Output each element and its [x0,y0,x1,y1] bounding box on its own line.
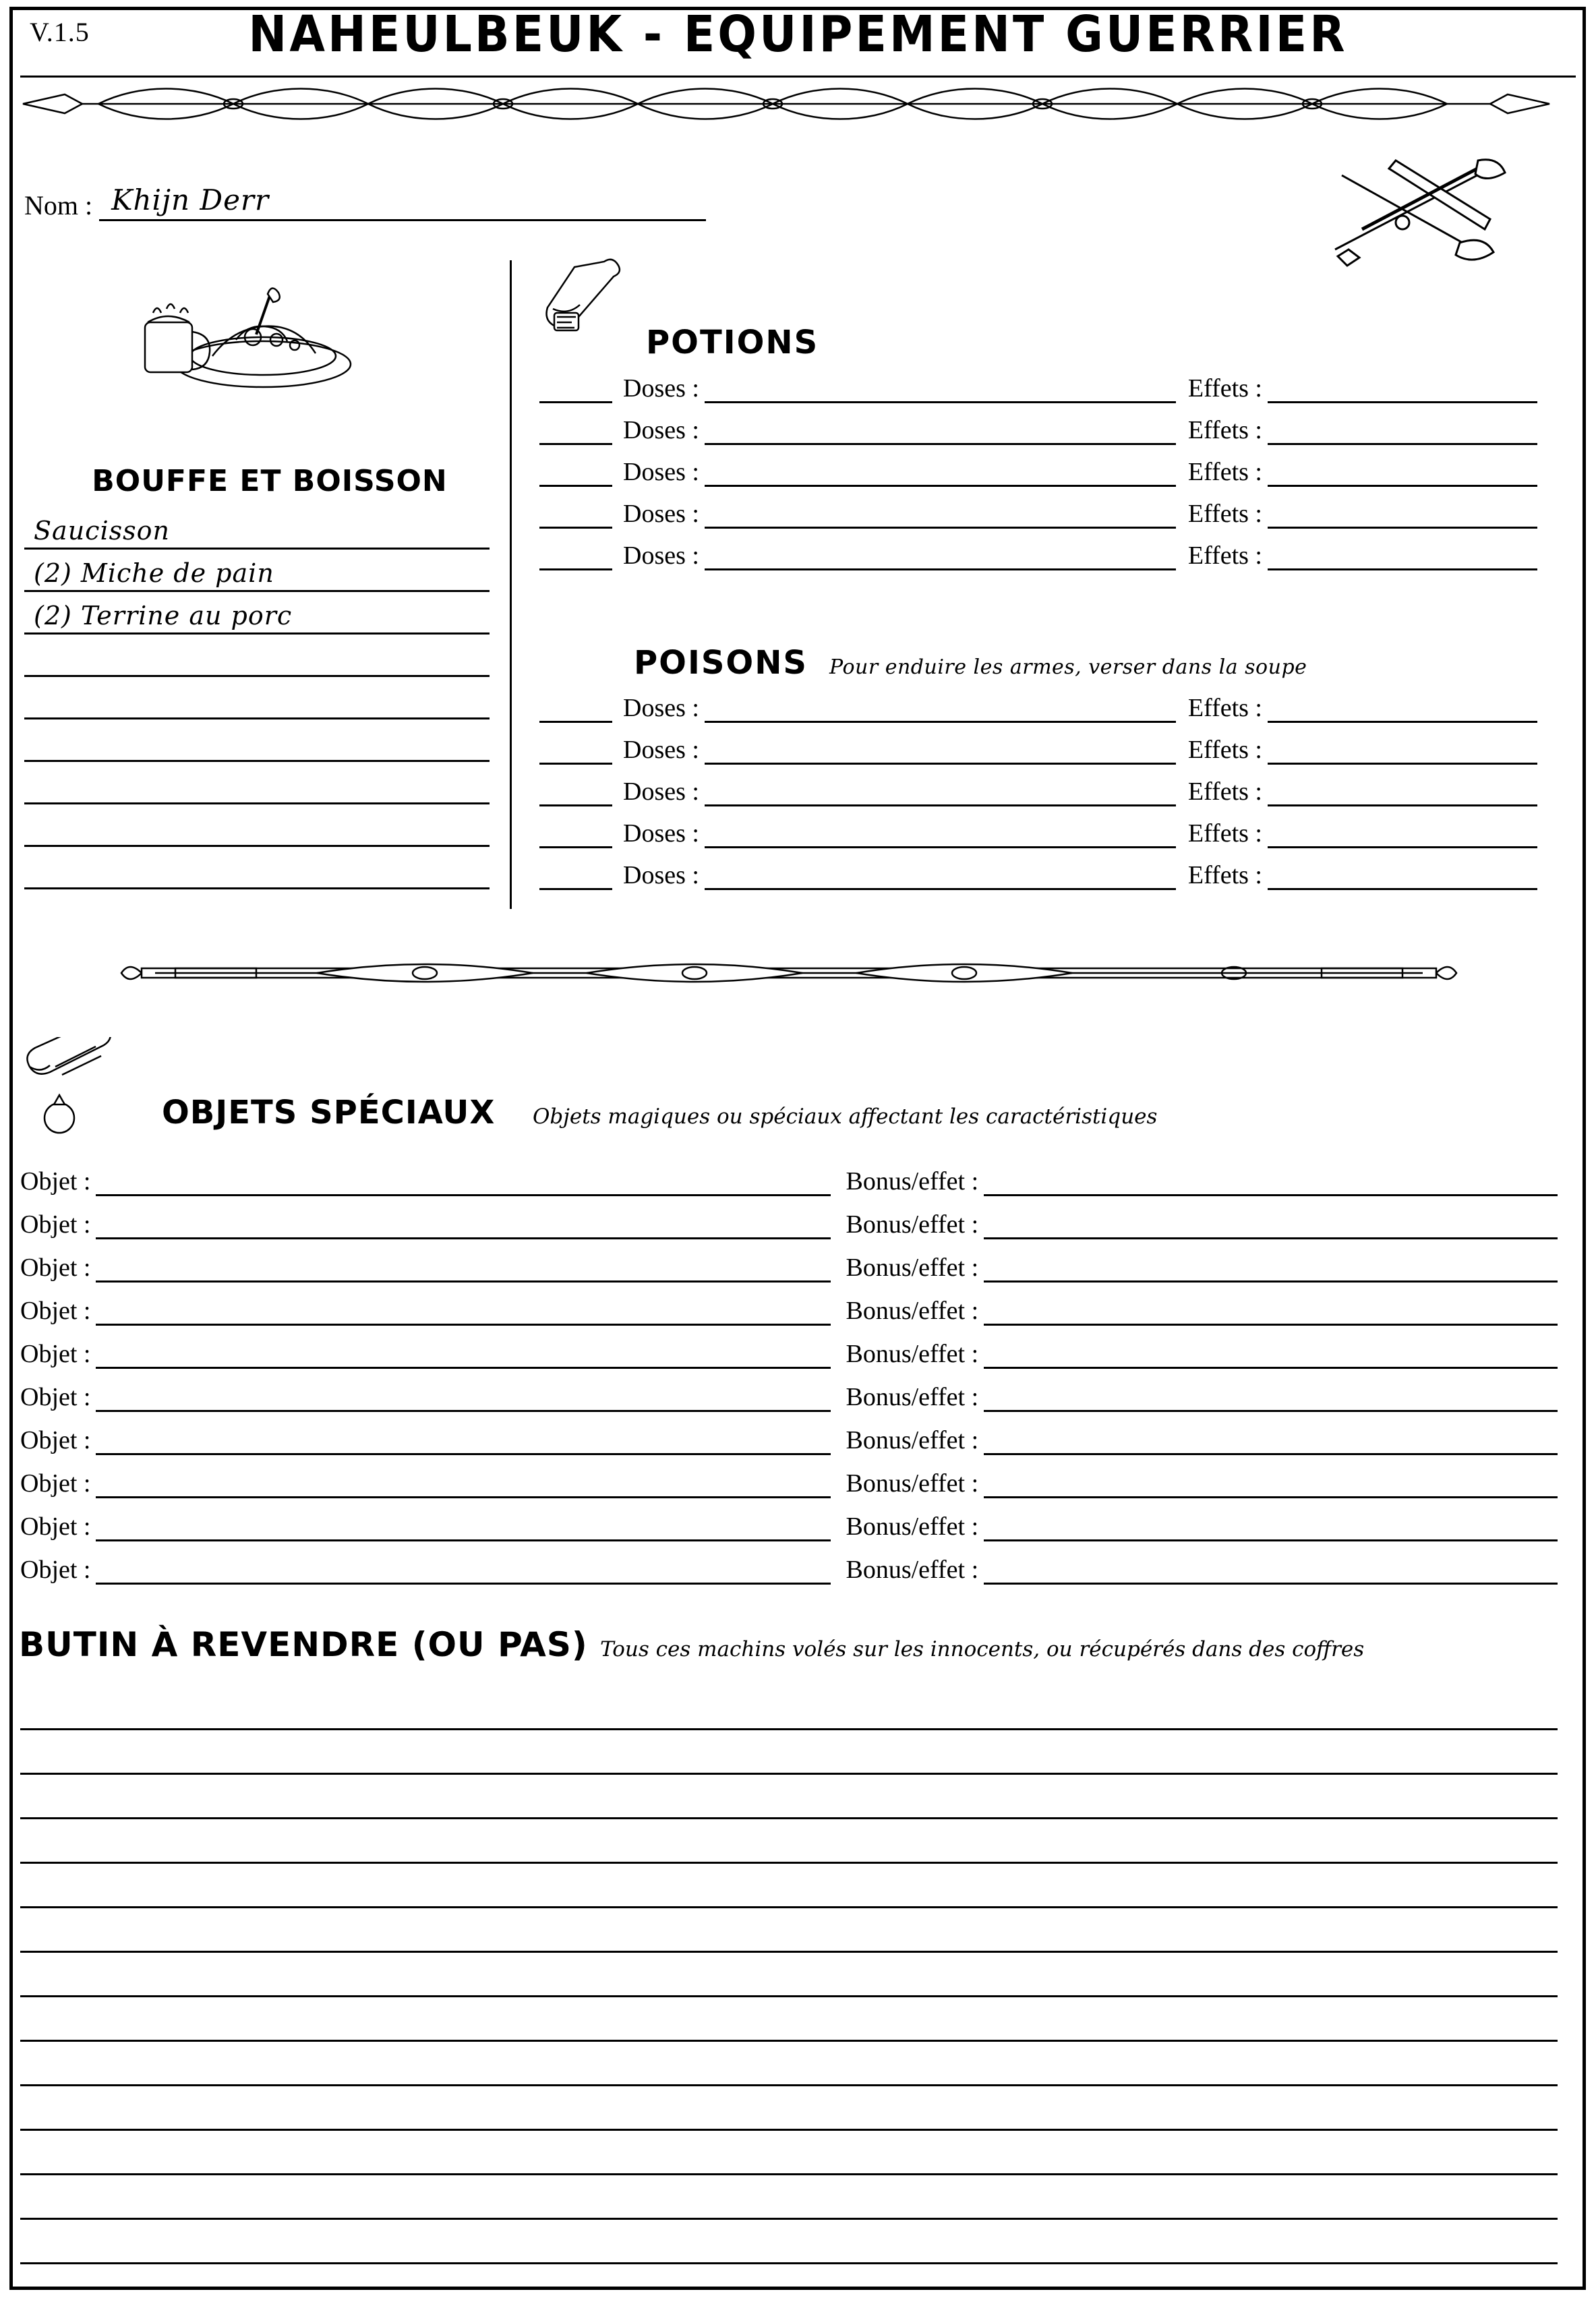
list-item[interactable] [24,847,490,889]
list-item[interactable] [20,2086,1558,2131]
poison-count-field[interactable] [539,691,612,723]
object-input[interactable] [96,1552,831,1585]
bonus-input[interactable] [984,1206,1558,1239]
dose-label: Doses : [623,861,699,889]
list-item[interactable] [20,2220,1558,2264]
poison-count-field[interactable] [539,858,612,890]
dose-input[interactable] [705,372,1176,403]
dose-label: Doses : [623,694,699,722]
title-underline [20,76,1576,78]
table-row [539,445,1537,487]
special-objects-section-title: OBJETS SPÉCIAUX [162,1094,496,1131]
bonus-label: Bonus/effet : [846,1340,979,1368]
effect-label: Effets : [1187,458,1262,486]
special-objects-rows [20,1153,1558,1585]
table-row [20,1412,1558,1455]
bonus-input[interactable] [984,1163,1558,1196]
object-input[interactable] [96,1336,831,1369]
list-item[interactable] [24,719,490,762]
object-input[interactable] [96,1379,831,1412]
bonus-label: Bonus/effet : [846,1167,979,1196]
loot-lines [20,1686,1558,2298]
list-item[interactable] [24,635,490,677]
list-item[interactable] [20,1686,1558,1730]
effect-label: Effets : [1187,736,1262,764]
potion-count-field[interactable] [539,372,612,403]
effect-label: Effets : [1187,694,1262,722]
bonus-input[interactable] [984,1465,1558,1498]
poison-count-field[interactable] [539,775,612,806]
object-label: Objet : [20,1383,91,1411]
poison-count-field[interactable] [539,817,612,848]
potions-section-title: POTIONS [646,324,819,361]
list-item[interactable]: (2) Terrine au porc [24,592,490,635]
dose-input[interactable] [705,497,1176,529]
table-row [539,723,1537,765]
dose-input[interactable] [705,691,1176,723]
list-item[interactable] [20,1997,1558,2042]
crossed-sword-axe-crossbow-icon [1322,148,1524,276]
bonus-input[interactable] [984,1552,1558,1585]
bonus-label: Bonus/effet : [846,1469,979,1498]
effect-label: Effets : [1187,541,1262,570]
effect-input[interactable] [1268,497,1537,529]
potion-flask-icon [539,255,647,343]
object-label: Objet : [20,1340,91,1368]
list-item[interactable] [20,1775,1558,1819]
dose-label: Doses : [623,374,699,403]
dose-input[interactable] [705,455,1176,487]
list-item[interactable] [20,2131,1558,2175]
bonus-label: Bonus/effet : [846,1426,979,1454]
bonus-input[interactable] [984,1379,1558,1412]
list-item[interactable] [20,1864,1558,1908]
dose-label: Doses : [623,500,699,528]
effect-label: Effets : [1187,500,1262,528]
list-item[interactable] [24,762,490,804]
table-row [20,1196,1558,1239]
poisons-section-title: POISONS [634,644,808,682]
bonus-input[interactable] [984,1422,1558,1455]
table-row [20,1239,1558,1283]
list-item[interactable] [20,1730,1558,1775]
object-input[interactable] [96,1163,831,1196]
potion-count-field[interactable] [539,497,612,529]
table-row [20,1326,1558,1369]
object-label: Objet : [20,1469,91,1498]
potion-count-field[interactable] [539,413,612,445]
table-row [20,1455,1558,1498]
effect-label: Effets : [1187,861,1262,889]
name-label: Nom : [24,190,93,220]
bonus-label: Bonus/effet : [846,1512,979,1541]
poisons-section-subtitle: Pour enduire les armes, verser dans la soupe [829,655,1307,679]
list-item[interactable] [24,804,490,847]
dose-label: Doses : [623,541,699,570]
object-label: Objet : [20,1210,91,1239]
dose-label: Doses : [623,416,699,444]
list-item[interactable]: (2) Miche de pain [24,550,490,592]
loot-section-title: BUTIN À REVENDRE (OU PAS) [19,1625,588,1664]
bonus-label: Bonus/effet : [846,1297,979,1325]
list-item[interactable] [20,1953,1558,1997]
list-item[interactable] [20,2264,1558,2298]
table-row [20,1541,1558,1585]
name-input[interactable]: Khijn Derr [99,183,706,221]
object-label: Objet : [20,1254,91,1282]
version-label: V.1.5 [30,17,90,47]
table-row [539,806,1537,848]
effect-input[interactable] [1268,413,1537,445]
crossed-spears-ribbon-divider-icon [18,80,1555,128]
table-row [20,1369,1558,1412]
effect-input[interactable] [1268,372,1537,403]
bonus-input[interactable] [984,1508,1558,1541]
object-input[interactable] [96,1293,831,1326]
poisons-rows [539,681,1537,890]
effect-input[interactable] [1268,858,1537,890]
object-label: Objet : [20,1297,91,1325]
dose-input[interactable] [705,775,1176,806]
bonus-label: Bonus/effet : [846,1383,979,1411]
table-row [20,1283,1558,1326]
object-input[interactable] [96,1206,831,1239]
effect-label: Effets : [1187,777,1262,806]
object-input[interactable] [96,1465,831,1498]
object-label: Objet : [20,1512,91,1541]
effect-input[interactable] [1268,455,1537,487]
page-title: NAHEULBEUK - EQUIPEMENT GUERRIER [248,5,1348,63]
table-row [20,1153,1558,1196]
special-objects-section-subtitle: Objets magiques ou spéciaux affectant les caractéristiques [533,1104,1158,1129]
table-row [20,1498,1558,1541]
list-item[interactable]: Saucisson [24,507,490,550]
bonus-label: Bonus/effet : [846,1254,979,1282]
potions-rows [539,361,1537,570]
dose-label: Doses : [623,819,699,848]
effect-label: Effets : [1187,374,1262,403]
effect-input[interactable] [1268,817,1537,848]
table-row [539,487,1537,529]
food-items-list [24,507,490,889]
ornamental-staff-divider-icon [115,951,1463,995]
table-row [539,529,1537,570]
effect-label: Effets : [1187,416,1262,444]
poison-count-field[interactable] [539,733,612,765]
food-plate-and-mug-icon [118,270,367,394]
potion-count-field[interactable] [539,539,612,570]
dose-input[interactable] [705,858,1176,890]
effect-label: Effets : [1187,819,1262,848]
dose-input[interactable] [705,413,1176,445]
object-label: Objet : [20,1556,91,1584]
table-row [539,361,1537,403]
dose-input[interactable] [705,539,1176,570]
bonus-input[interactable] [984,1249,1558,1283]
dose-label: Doses : [623,736,699,764]
effect-input[interactable] [1268,691,1537,723]
potion-count-field[interactable] [539,455,612,487]
dose-label: Doses : [623,777,699,806]
object-input[interactable] [96,1249,831,1283]
bonus-input[interactable] [984,1293,1558,1326]
object-label: Objet : [20,1167,91,1196]
table-row [539,403,1537,445]
object-input[interactable] [96,1508,831,1541]
scroll-and-ring-icon [15,1037,143,1145]
list-item[interactable] [20,2042,1558,2086]
effect-input[interactable] [1268,775,1537,806]
effect-input[interactable] [1268,733,1537,765]
dose-input[interactable] [705,817,1176,848]
table-row [539,848,1537,890]
loot-section-subtitle: Tous ces machins volés sur les innocents, ou récupérés dans des coffres [600,1637,1365,1661]
list-item[interactable] [20,1908,1558,1953]
name-field-row [24,183,706,221]
object-label: Objet : [20,1426,91,1454]
list-item[interactable] [24,677,490,719]
effect-input[interactable] [1268,539,1537,570]
object-input[interactable] [96,1422,831,1455]
list-item[interactable] [20,2175,1558,2220]
bonus-input[interactable] [984,1336,1558,1369]
dose-input[interactable] [705,733,1176,765]
table-row [539,681,1537,723]
table-row [539,765,1537,806]
bonus-label: Bonus/effet : [846,1556,979,1584]
column-divider [510,260,512,909]
dose-label: Doses : [623,458,699,486]
bonus-label: Bonus/effet : [846,1210,979,1239]
food-section-title: BOUFFE ET BOISSON [92,464,448,498]
list-item[interactable] [20,1819,1558,1864]
